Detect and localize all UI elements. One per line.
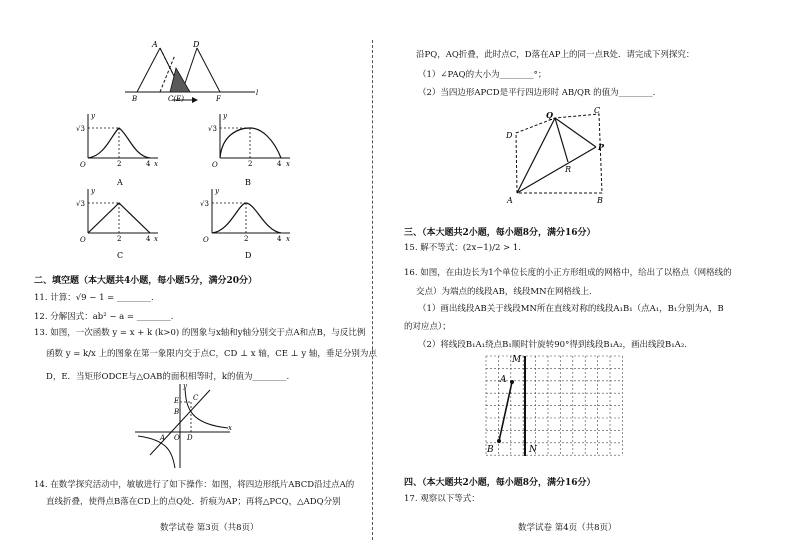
label-l: l xyxy=(256,89,259,97)
svg-text:2: 2 xyxy=(244,235,249,243)
svg-text:O: O xyxy=(80,161,86,169)
svg-text:B: B xyxy=(597,196,603,205)
svg-text:x: x xyxy=(154,235,158,243)
svg-text:y: y xyxy=(215,187,219,195)
svg-text:√3: √3 xyxy=(76,200,85,208)
label-F: F xyxy=(216,95,221,103)
svg-text:A: A xyxy=(500,375,507,385)
svg-text:4: 4 xyxy=(277,160,282,168)
svg-text:√3: √3 xyxy=(200,200,209,208)
svg-text:C: C xyxy=(193,394,199,402)
svg-text:C: C xyxy=(594,106,601,115)
svg-text:O: O xyxy=(80,236,86,244)
question-16-part-2: （2）将线段B₁A₁绕点B₁顺时针旋转90°得到线段B₁A₂，画出线段B₁A₂. xyxy=(418,340,687,350)
svg-text:A: A xyxy=(507,196,513,205)
svg-text:√3: √3 xyxy=(208,125,217,133)
question-16-line-1: 16. 如图，在由边长为1个单位长度的小正方形组成的网格中，给出了以格点（网格线的 xyxy=(404,268,732,278)
svg-text:x: x xyxy=(286,235,290,243)
question-14-part-1: （1）∠PAQ的大小为________°； xyxy=(418,70,547,80)
question-17: 17. 观察以下等式： xyxy=(404,494,480,504)
svg-text:y: y xyxy=(223,112,227,120)
option-letter-d: D xyxy=(245,251,252,260)
label-CE: C(E) xyxy=(168,95,184,103)
svg-text:A: A xyxy=(160,434,166,442)
option-letter-c: C xyxy=(117,251,124,260)
svg-text:x: x xyxy=(228,424,232,432)
svg-text:O: O xyxy=(212,161,218,169)
question-16-part-1-cont: 的对应点）； xyxy=(404,322,451,332)
svg-text:4: 4 xyxy=(146,160,151,168)
svg-text:y: y xyxy=(183,382,187,390)
svg-text:D: D xyxy=(506,131,513,140)
svg-text:R: R xyxy=(565,165,572,174)
svg-text:√3: √3 xyxy=(76,125,85,133)
question-16-line-2: 交点）为端点的线段AB，线段MN在网格线上. xyxy=(416,287,592,297)
svg-text:4: 4 xyxy=(146,235,151,243)
question-15: 15. 解不等式：(2x−1)/2 > 1. xyxy=(404,243,521,253)
option-letter-a: A xyxy=(117,178,123,187)
question-14-part-2: （2）当四边形APCD是平行四边形时 AB/QR 的值为________. xyxy=(418,88,656,98)
footer-page-4: 数学试卷 第4页（共8页） xyxy=(518,523,617,533)
svg-text:4: 4 xyxy=(277,235,282,243)
svg-text:2: 2 xyxy=(248,160,253,168)
question-13-line-1: 13. 如图，一次函数 y = x + k (k>0) 的图象与x轴和y轴分别交于点A和点B，与反比例 xyxy=(34,328,366,338)
svg-text:x: x xyxy=(154,160,158,168)
question-14-line-1: 14. 在数学探究活动中，敏敏进行了如下操作：如图，将四边形纸片ABCD沿过点A的 xyxy=(34,480,355,490)
svg-text:Q: Q xyxy=(546,110,553,120)
question-13-line-3: D，E．当矩形ODCE与△OAB的面积相等时，k的值为________. xyxy=(46,372,290,382)
svg-text:x: x xyxy=(286,160,290,168)
section-4-title: 四、（本大题共2小题，每小题8分，满分16分） xyxy=(404,478,596,488)
section-2-title: 二、填空题（本大题共4小题，每小题5分，满分20分） xyxy=(34,276,258,286)
question-14-line-2: 直线折叠，使得点B落在CD上的点Q处．折痕为AP；再将△PCQ，△ADQ分别 xyxy=(46,497,341,507)
label-B: B xyxy=(132,95,138,103)
svg-text:B: B xyxy=(174,408,180,416)
svg-text:E: E xyxy=(174,397,180,405)
svg-text:D: D xyxy=(187,434,193,442)
label-D: D xyxy=(193,40,200,49)
option-letter-b: B xyxy=(245,178,251,187)
question-12: 12. 分解因式：ab² − a = ________. xyxy=(34,312,174,322)
svg-text:O: O xyxy=(174,434,180,442)
footer-page-3: 数学试卷 第3页（共8页） xyxy=(160,523,259,533)
label-A: A xyxy=(152,40,158,49)
svg-text:N: N xyxy=(529,445,537,455)
svg-text:2: 2 xyxy=(117,235,122,243)
question-13-line-2: 函数 y = k/x 上的图象在第一象限内交于点C，CD ⊥ x 轴，CE ⊥ y 轴，垂足分别为点 xyxy=(46,349,377,359)
svg-text:P: P xyxy=(598,142,605,152)
question-14-continued: 沿PQ，AQ折叠，此时点C，D落在AP上的同一点R处．请完成下列探究： xyxy=(416,50,695,60)
svg-text:B: B xyxy=(487,445,494,455)
svg-text:O: O xyxy=(203,236,209,244)
section-3-title: 三、（本大题共2小题，每小题8分，满分16分） xyxy=(404,228,596,238)
svg-text:y: y xyxy=(91,187,95,195)
question-16-part-1: （1）画出线段AB关于线段MN所在直线对称的线段A₁B₁（点A₁，B₁分别为A，B xyxy=(418,304,724,314)
svg-text:y: y xyxy=(91,112,95,120)
svg-text:M: M xyxy=(512,355,522,365)
question-11: 11. 计算：√9 − 1 = ________. xyxy=(34,293,154,303)
svg-text:2: 2 xyxy=(117,160,122,168)
